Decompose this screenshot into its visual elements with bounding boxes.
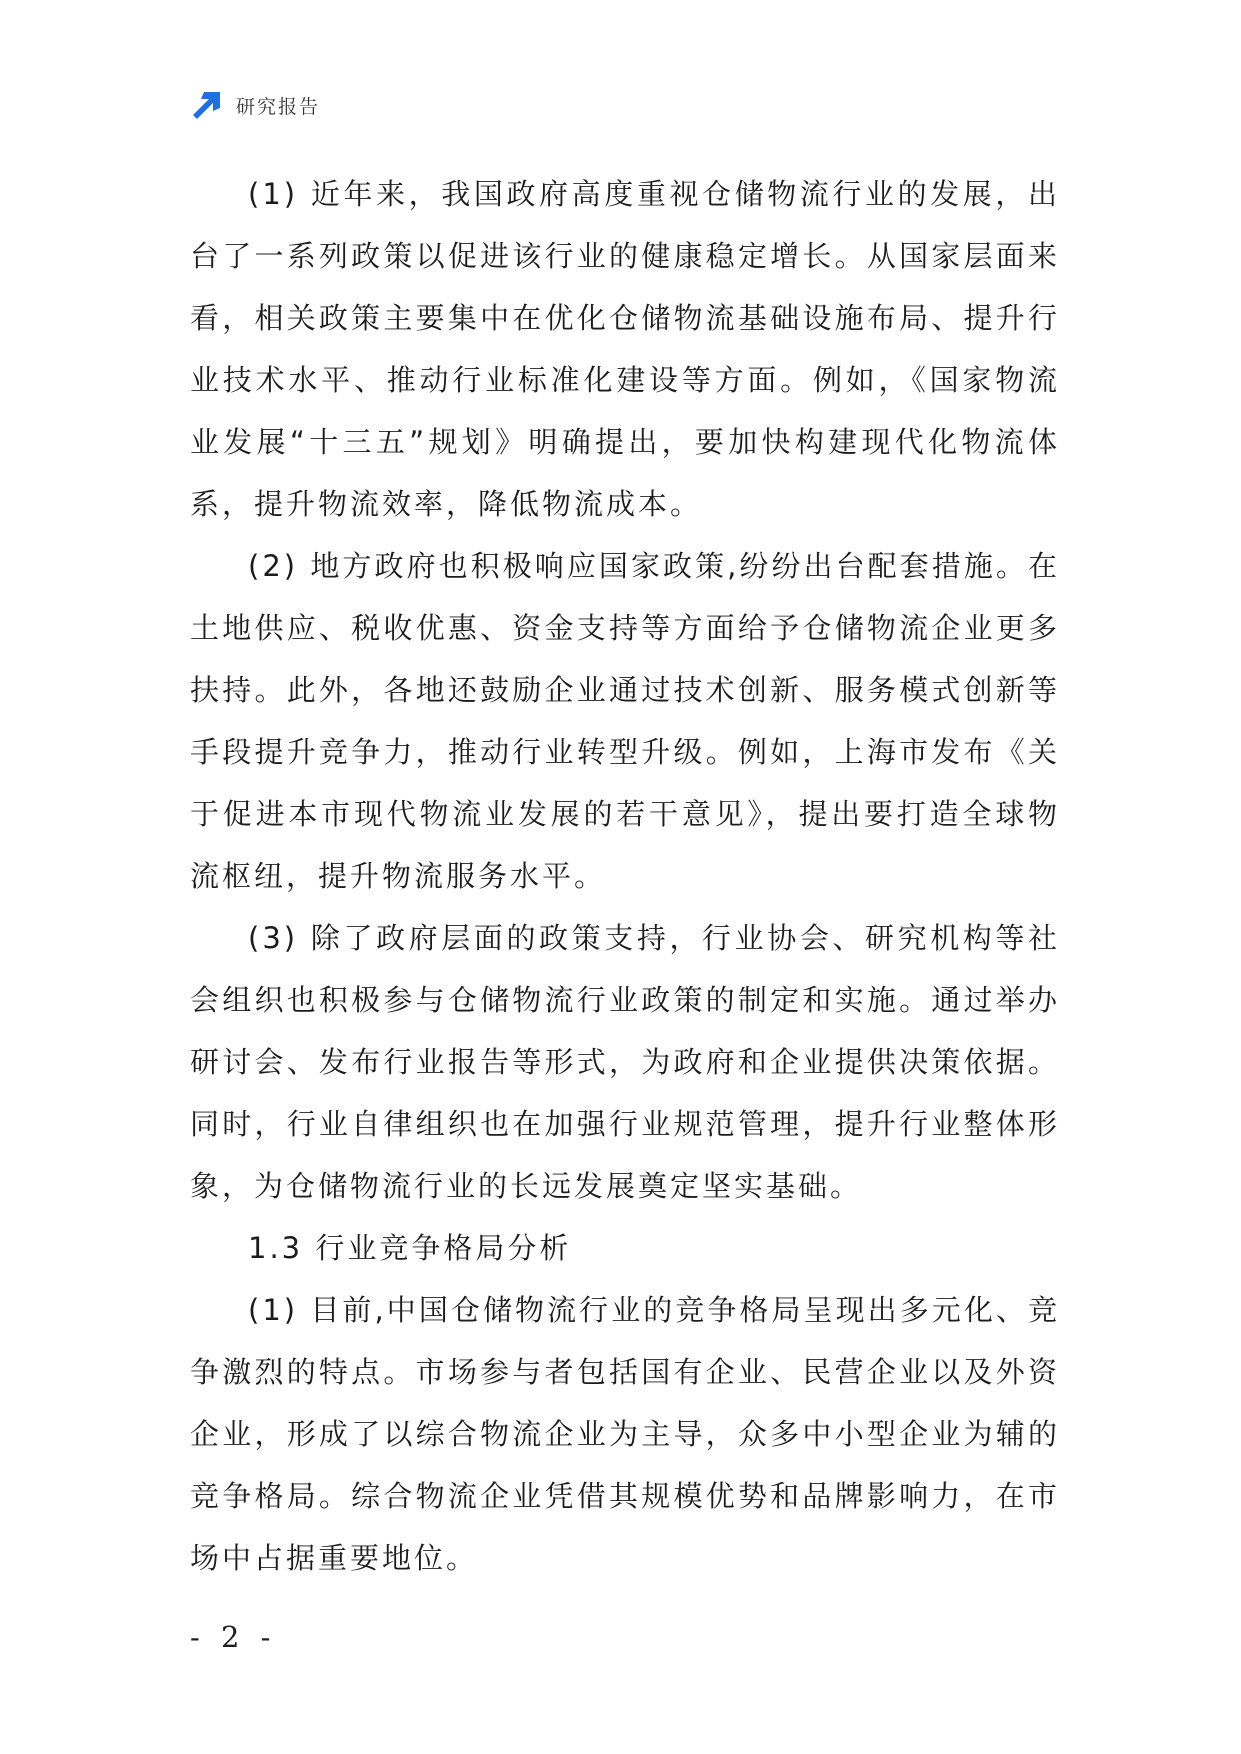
header-title: 研究报告 xyxy=(236,95,321,118)
report-header xyxy=(190,87,320,123)
arrow-up-right-icon xyxy=(190,88,224,122)
document-body xyxy=(190,163,1060,1589)
paragraph-1: (1) 近年来，我国政府高度重视仓储物流行业的发展，出台了一系列政策以促进该行业的健康稳定增长。从国家层面来看，相关政策主要集中在优化仓储物流基础设施布局、提升行业技术水平、推动行业标准化建设等方面。例如，《国家物流业发展“十三五”规划》明确提出，要加快构建现代化物流体系，提升物流效率，降低物流成本。 xyxy=(190,177,1060,521)
section-heading: 1.3 行业竞争格局分析 xyxy=(248,1231,572,1265)
section-paragraph-1: (1) 目前,中国仓储物流行业的竞争格局呈现出多元化、竞争激烈的特点。市场参与者包括国有企业、民营企业以及外资企业，形成了以综合物流企业为主导，众多中小型企业为辅的竞争格局。综合物流企业凭借其规模优势和品牌影响力，在市场中占据重要地位。 xyxy=(190,1293,1060,1575)
paragraph-2: (2) 地方政府也积极响应国家政策,纷纷出台配套措施。在土地供应、税收优惠、资金支持等方面给予仓储物流企业更多扶持。此外，各地还鼓励企业通过技术创新、服务模式创新等手段提升竞争力，推动行业转型升级。例如，上海市发布《关于促进本市现代物流业发展的若干意见》，提出要打造全球物流枢纽，提升物流服务水平。 xyxy=(190,549,1060,893)
page-number: - 2 - xyxy=(190,1620,277,1654)
paragraph-3: (3) 除了政府层面的政策支持，行业协会、研究机构等社会组织也积极参与仓储物流行业政策的制定和实施。通过举办研讨会、发布行业报告等形式，为政府和企业提供决策依据。同时，行业自律组织也在加强行业规范管理，提升行业整体形象，为仓储物流行业的长远发展奠定坚实基础。 xyxy=(190,921,1060,1203)
